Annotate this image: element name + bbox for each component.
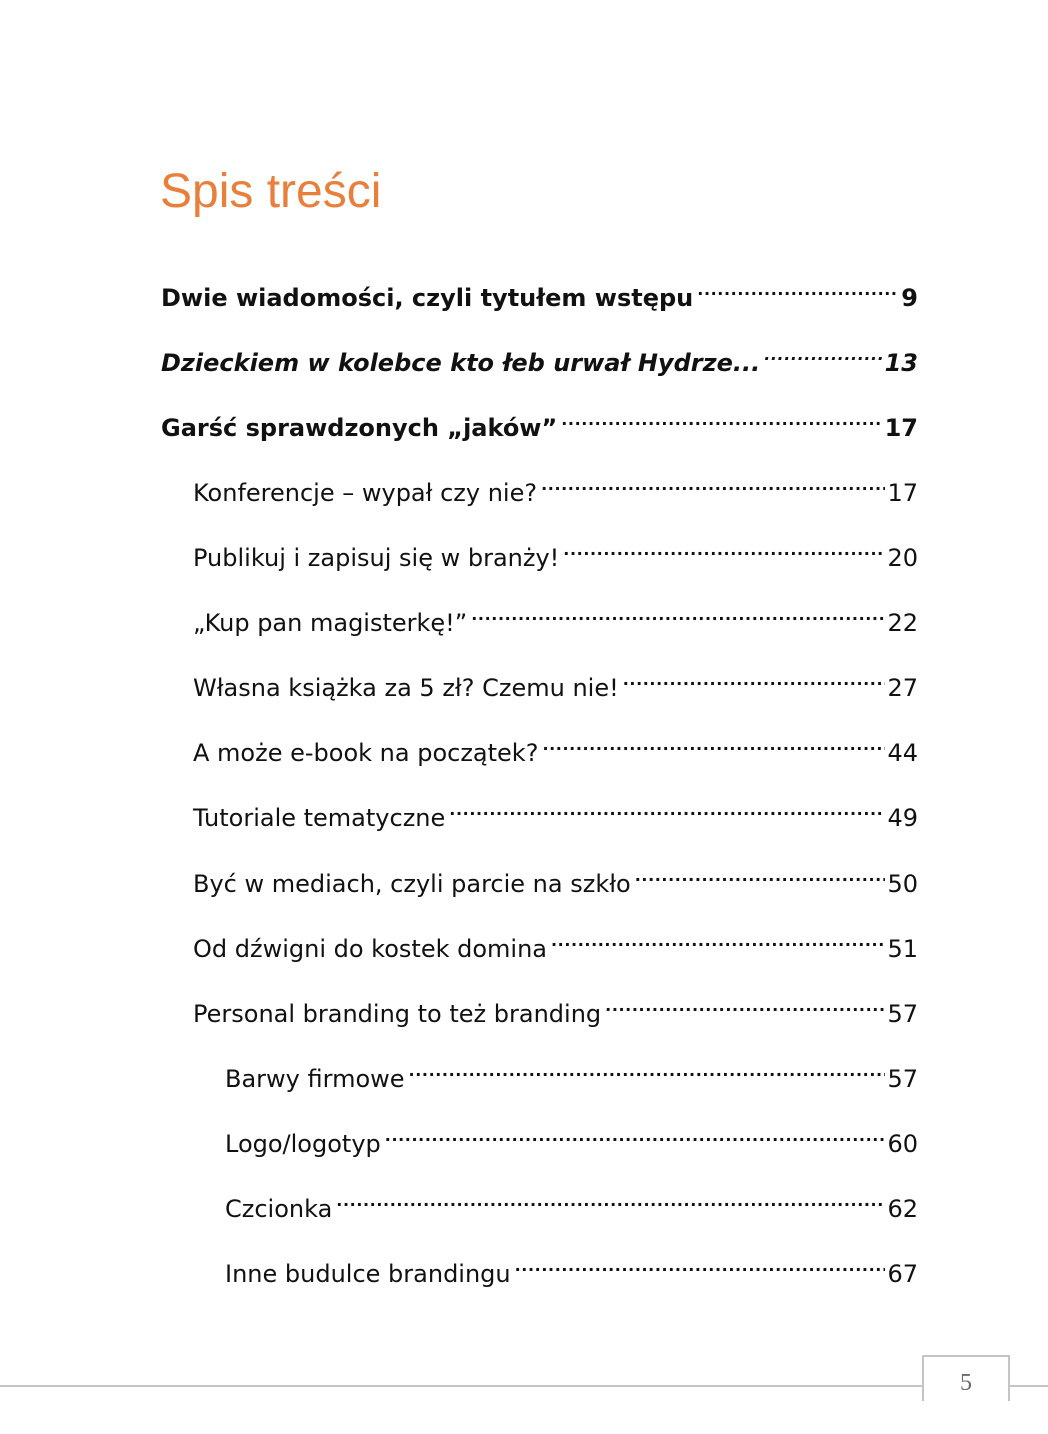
toc-entry-label: Dwie wiadomości, czyli tytułem wstępu xyxy=(161,284,694,312)
toc-entry[interactable] xyxy=(225,1053,918,1093)
toc-entry-page: 27 xyxy=(887,674,918,702)
toc-entry-page: 13 xyxy=(884,349,918,377)
toc-entry-page: 22 xyxy=(887,609,918,637)
toc-entry[interactable] xyxy=(193,597,918,637)
page-number-box xyxy=(922,1355,1010,1401)
toc-entry-label: Od dźwigni do kostek domina xyxy=(193,935,547,963)
toc-entry-page: 49 xyxy=(887,804,918,832)
toc-entry-label: Konferencje – wypał czy nie? xyxy=(193,479,538,507)
footer-rule-right xyxy=(1010,1385,1048,1387)
dot-leader xyxy=(541,467,885,501)
toc-entry[interactable] xyxy=(161,402,918,442)
toc-entry[interactable] xyxy=(225,1118,918,1158)
toc-entry-label: Inne budulce brandingu xyxy=(225,1260,511,1288)
toc-entry[interactable] xyxy=(161,272,918,312)
toc-entry[interactable] xyxy=(193,792,918,832)
dot-leader xyxy=(605,988,885,1022)
dot-leader xyxy=(635,858,886,892)
toc-entry[interactable] xyxy=(161,337,918,377)
toc-title: Spis treści xyxy=(160,165,382,218)
toc-entry-page: 17 xyxy=(884,414,918,442)
toc-entry-page: 57 xyxy=(887,1065,918,1093)
toc-entry-label: A może e-book na początek? xyxy=(193,739,539,767)
toc-entry[interactable] xyxy=(193,923,918,963)
dot-leader xyxy=(336,1183,885,1217)
toc-entry[interactable] xyxy=(193,467,918,507)
dot-leader xyxy=(551,923,885,957)
dot-leader xyxy=(515,1248,886,1282)
dot-leader xyxy=(561,402,882,436)
dot-leader xyxy=(764,337,882,371)
dot-leader xyxy=(449,792,885,826)
toc-entry-page: 50 xyxy=(887,870,918,898)
toc-entry-label: Być w mediach, czyli parcie na szkło xyxy=(193,870,631,898)
toc-entry-page: 62 xyxy=(887,1195,918,1223)
toc-entry-page: 17 xyxy=(887,479,918,507)
toc-entry-page: 9 xyxy=(901,284,918,312)
toc-entry-label: „Kup pan magisterkę!” xyxy=(193,609,468,637)
dot-leader xyxy=(542,727,885,761)
dot-leader xyxy=(471,597,885,631)
toc-entry[interactable] xyxy=(193,532,918,572)
toc-entry-label: Dzieckiem w kolebce kto łeb urwał Hydrze... xyxy=(161,349,761,377)
toc-entry-label: Personal branding to też branding xyxy=(193,1000,602,1028)
toc-entry[interactable] xyxy=(193,858,918,898)
toc-entry[interactable] xyxy=(193,988,918,1028)
toc-entry-page: 67 xyxy=(887,1260,918,1288)
toc-entry[interactable] xyxy=(193,727,918,767)
footer-rule xyxy=(0,1385,922,1387)
toc-entry-page: 51 xyxy=(887,935,918,963)
toc-entry-label: Tutoriale tematyczne xyxy=(193,804,446,832)
toc-entry-label: Czcionka xyxy=(225,1195,333,1223)
dot-leader xyxy=(385,1118,886,1152)
dot-leader xyxy=(409,1053,886,1087)
toc-entry[interactable] xyxy=(193,662,918,702)
toc-entry-page: 20 xyxy=(887,544,918,572)
toc-entry[interactable] xyxy=(225,1248,918,1288)
toc-entry-page: 57 xyxy=(887,1000,918,1028)
toc-entry-label: Własna książka za 5 zł? Czemu nie! xyxy=(193,674,619,702)
dot-leader xyxy=(697,272,899,306)
toc-entry-label: Garść sprawdzonych „jaków” xyxy=(161,414,558,442)
dot-leader xyxy=(623,662,886,696)
page-number: 5 xyxy=(960,1370,972,1396)
toc-entry-page: 60 xyxy=(887,1130,918,1158)
dot-leader xyxy=(563,532,885,566)
toc-entry[interactable] xyxy=(225,1183,918,1223)
toc-entry-page: 44 xyxy=(887,739,918,767)
toc-entry-label: Logo/logotyp xyxy=(225,1130,381,1158)
toc-entry-label: Publikuj i zapisuj się w branży! xyxy=(193,544,560,572)
toc-entry-label: Barwy firmowe xyxy=(225,1065,405,1093)
